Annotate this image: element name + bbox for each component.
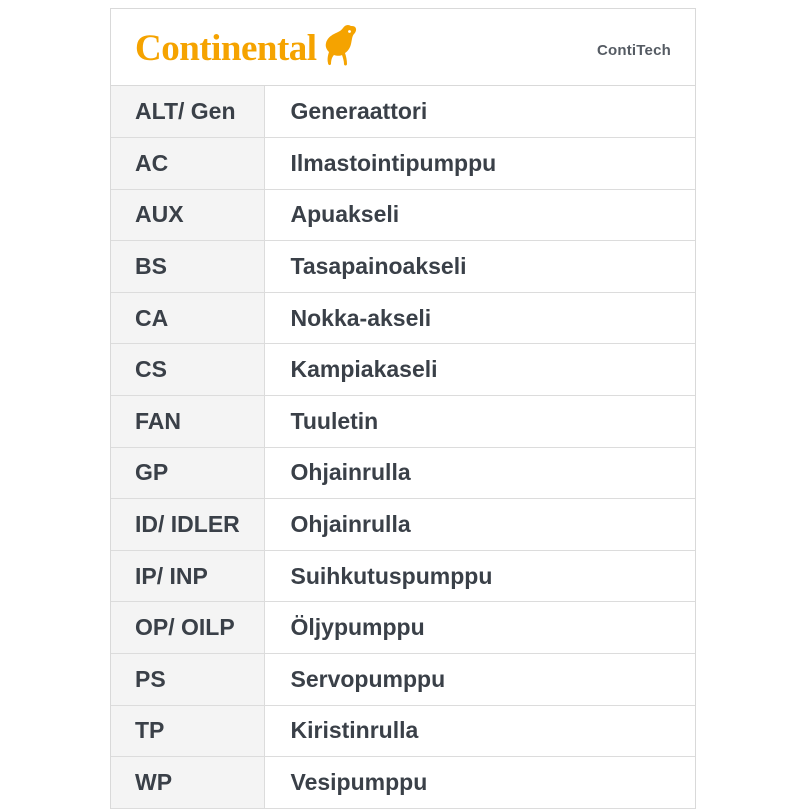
- abbrev-code: TP: [111, 705, 264, 757]
- abbrev-code: CS: [111, 344, 264, 396]
- abbrev-code: BS: [111, 241, 264, 293]
- abbrev-desc: Ohjainrulla: [264, 499, 695, 551]
- abbrev-desc: Tasapainoakseli: [264, 241, 695, 293]
- abbrev-desc: Suihkutuspumppu: [264, 550, 695, 602]
- abbrev-code: AC: [111, 138, 264, 190]
- table-row: [111, 138, 695, 190]
- abbreviation-sheet: [110, 8, 696, 809]
- table-row: [111, 344, 695, 396]
- abbrev-code: IP/ INP: [111, 550, 264, 602]
- contitech-wordmark: ContiTech: [596, 42, 671, 59]
- abbrev-desc: Generaattori: [264, 86, 695, 138]
- table-row: [111, 396, 695, 448]
- brand-wordmark: Continental: [135, 28, 317, 69]
- abbrev-desc: Kampiakaseli: [264, 344, 695, 396]
- abbrev-desc: Ilmastointipumppu: [264, 138, 695, 190]
- horse-logo-icon: [321, 23, 361, 72]
- brand-header: [111, 9, 695, 86]
- abbreviation-table: [111, 86, 695, 809]
- abbrev-desc: Ohjainrulla: [264, 447, 695, 499]
- abbrev-code: WP: [111, 757, 264, 809]
- abbrev-code: ALT/ Gen: [111, 86, 264, 138]
- abbrev-desc: Kiristinrulla: [264, 705, 695, 757]
- table-row: [111, 705, 695, 757]
- table-row: [111, 654, 695, 706]
- abbrev-desc: Öljypumppu: [264, 602, 695, 654]
- abbreviation-table-body: [111, 86, 695, 808]
- abbrev-code: CA: [111, 292, 264, 344]
- table-row: [111, 499, 695, 551]
- table-row: [111, 86, 695, 138]
- abbrev-code: GP: [111, 447, 264, 499]
- table-row: [111, 550, 695, 602]
- abbrev-desc: Tuuletin: [264, 396, 695, 448]
- abbrev-desc: Servopumppu: [264, 654, 695, 706]
- table-row: [111, 189, 695, 241]
- abbrev-code: AUX: [111, 189, 264, 241]
- table-row: [111, 292, 695, 344]
- abbrev-code: PS: [111, 654, 264, 706]
- continental-logo: [135, 25, 361, 72]
- table-row: [111, 447, 695, 499]
- abbrev-code: FAN: [111, 396, 264, 448]
- abbrev-desc: Apuakseli: [264, 189, 695, 241]
- abbrev-desc: Nokka-akseli: [264, 292, 695, 344]
- abbrev-desc: Vesipumppu: [264, 757, 695, 809]
- table-row: [111, 241, 695, 293]
- abbrev-code: OP/ OILP: [111, 602, 264, 654]
- table-row: [111, 602, 695, 654]
- abbrev-code: ID/ IDLER: [111, 499, 264, 551]
- table-row: [111, 757, 695, 809]
